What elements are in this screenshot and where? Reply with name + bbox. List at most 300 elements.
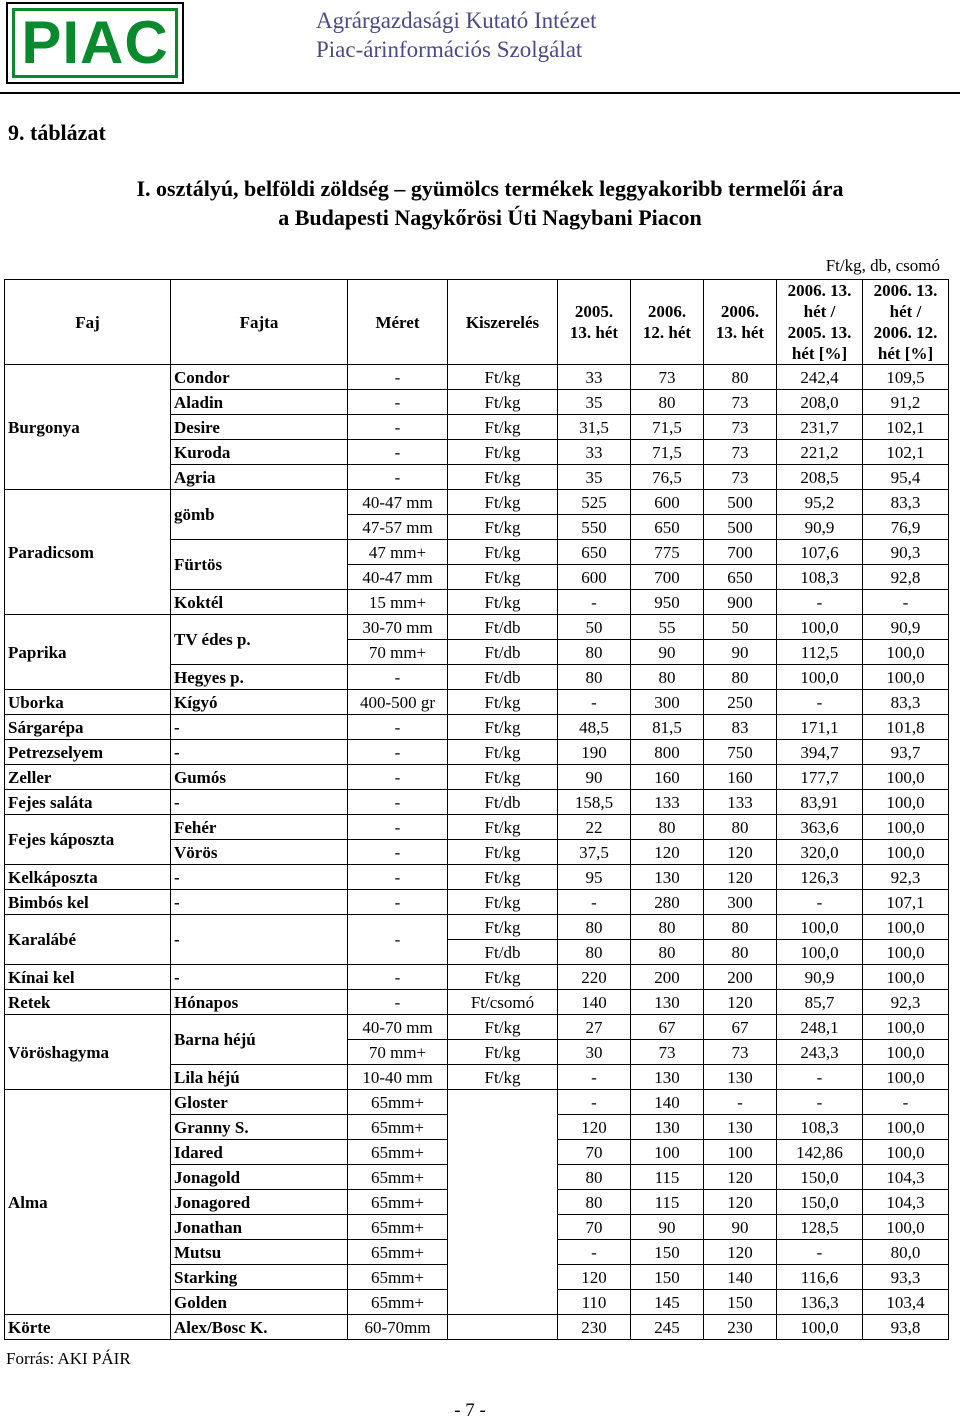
col-header-text: 2006. 13. bbox=[873, 281, 938, 300]
value-cell: 320,0 bbox=[777, 840, 863, 865]
value-cell: 550 bbox=[558, 515, 631, 540]
faj-cell: Körte bbox=[5, 1315, 171, 1340]
value-cell: 83,3 bbox=[863, 490, 949, 515]
value-cell: 100,0 bbox=[863, 965, 949, 990]
col-header-text: 2006. 13. bbox=[787, 281, 852, 300]
value-cell: 800 bbox=[631, 740, 704, 765]
value-cell: 120 bbox=[704, 990, 777, 1015]
meret-cell: - bbox=[348, 915, 448, 965]
value-cell: 100,0 bbox=[863, 1015, 949, 1040]
meret-cell: 47 mm+ bbox=[348, 540, 448, 565]
value-cell: - bbox=[777, 1240, 863, 1265]
fajta-cell: - bbox=[171, 915, 348, 965]
table-row bbox=[5, 965, 949, 990]
table-row bbox=[5, 715, 949, 740]
faj-cell: Kelkáposzta bbox=[5, 865, 171, 890]
fajta-cell: gömb bbox=[171, 490, 348, 540]
faj-cell: Karalábé bbox=[5, 915, 171, 965]
kiszereles-cell: Ft/kg bbox=[448, 715, 558, 740]
faj-cell: Zeller bbox=[5, 765, 171, 790]
table-title bbox=[0, 174, 960, 232]
value-cell: 107,1 bbox=[863, 890, 949, 915]
value-cell: 80,0 bbox=[863, 1240, 949, 1265]
value-cell: 67 bbox=[631, 1015, 704, 1040]
value-cell: 130 bbox=[631, 1115, 704, 1140]
kiszereles-cell: Ft/kg bbox=[448, 815, 558, 840]
value-cell: 85,7 bbox=[777, 990, 863, 1015]
value-cell: 73 bbox=[704, 465, 777, 490]
value-cell: 80 bbox=[558, 1165, 631, 1190]
meret-cell: - bbox=[348, 765, 448, 790]
value-cell: - bbox=[558, 890, 631, 915]
col-header-text: hét / bbox=[803, 302, 836, 321]
value-cell: - bbox=[777, 890, 863, 915]
value-cell: 128,5 bbox=[777, 1215, 863, 1240]
value-cell: 70 bbox=[558, 1140, 631, 1165]
value-cell: 133 bbox=[631, 790, 704, 815]
value-cell: 100,0 bbox=[863, 1065, 949, 1090]
fajta-cell: Barna héjú bbox=[171, 1015, 348, 1065]
value-cell: 120 bbox=[704, 1190, 777, 1215]
value-cell: 80 bbox=[704, 815, 777, 840]
col-header-text: 2005. bbox=[574, 302, 614, 321]
org-line-1: Agrárgazdasági Kutató Intézet bbox=[316, 8, 597, 33]
value-cell: 190 bbox=[558, 740, 631, 765]
value-cell: - bbox=[558, 1090, 631, 1115]
kiszereles-cell: Ft/db bbox=[448, 640, 558, 665]
value-cell: 90,3 bbox=[863, 540, 949, 565]
title-line-1: I. osztályú, belföldi zöldség – gyümölcs termékek leggyakoribb termelői ára bbox=[136, 176, 844, 201]
value-cell: 600 bbox=[631, 490, 704, 515]
col-header-text: 2006. bbox=[720, 302, 760, 321]
value-cell: 91,2 bbox=[863, 390, 949, 415]
col-header-text: hét [%] bbox=[877, 344, 934, 363]
kiszereles-cell: Ft/kg bbox=[448, 1040, 558, 1065]
value-cell: 100 bbox=[704, 1140, 777, 1165]
value-cell: - bbox=[558, 690, 631, 715]
kiszereles-cell: Ft/kg bbox=[448, 840, 558, 865]
value-cell: 80 bbox=[704, 915, 777, 940]
kiszereles-cell: Ft/kg bbox=[448, 390, 558, 415]
value-cell: 50 bbox=[558, 615, 631, 640]
value-cell: 142,86 bbox=[777, 1140, 863, 1165]
fajta-cell: - bbox=[171, 865, 348, 890]
col-header-kiszereles: Kiszerelés bbox=[448, 280, 558, 365]
faj-cell: Uborka bbox=[5, 690, 171, 715]
table-row bbox=[5, 990, 949, 1015]
kiszereles-cell: Ft/kg bbox=[448, 865, 558, 890]
meret-cell: - bbox=[348, 715, 448, 740]
value-cell: 30 bbox=[558, 1040, 631, 1065]
value-cell: 80 bbox=[704, 365, 777, 390]
kiszereles-cell: Ft/kg bbox=[448, 590, 558, 615]
col-header-ratio-2006 bbox=[863, 280, 949, 365]
value-cell: 92,3 bbox=[863, 865, 949, 890]
value-cell: 76,9 bbox=[863, 515, 949, 540]
kiszereles-cell: Ft/kg bbox=[448, 915, 558, 940]
fajta-cell: Gumós bbox=[171, 765, 348, 790]
fajta-cell: Golden bbox=[171, 1290, 348, 1315]
value-cell: 107,6 bbox=[777, 540, 863, 565]
value-cell: 700 bbox=[631, 565, 704, 590]
meret-cell: 60-70mm bbox=[348, 1315, 448, 1340]
meret-cell: 40-47 mm bbox=[348, 565, 448, 590]
col-header-text: hét [%] bbox=[791, 344, 848, 363]
meret-cell: - bbox=[348, 465, 448, 490]
kiszereles-cell: Ft/kg bbox=[448, 565, 558, 590]
fajta-cell: Fehér bbox=[171, 815, 348, 840]
fajta-cell: Koktél bbox=[171, 590, 348, 615]
value-cell: 100,0 bbox=[863, 1215, 949, 1240]
value-cell: 130 bbox=[631, 1065, 704, 1090]
value-cell: 500 bbox=[704, 490, 777, 515]
piac-logo-frame bbox=[12, 8, 178, 78]
value-cell: 104,3 bbox=[863, 1190, 949, 1215]
value-cell: 900 bbox=[704, 590, 777, 615]
kiszereles-cell: Ft/kg bbox=[448, 540, 558, 565]
header-rule bbox=[0, 92, 960, 94]
value-cell: 83,91 bbox=[777, 790, 863, 815]
table-row bbox=[5, 690, 949, 715]
value-cell: 101,8 bbox=[863, 715, 949, 740]
value-cell: 115 bbox=[631, 1190, 704, 1215]
value-cell: 100,0 bbox=[863, 1140, 949, 1165]
table-row bbox=[5, 490, 949, 515]
value-cell: 103,4 bbox=[863, 1290, 949, 1315]
value-cell: 80 bbox=[631, 915, 704, 940]
value-cell: 230 bbox=[558, 1315, 631, 1340]
meret-cell: 65mm+ bbox=[348, 1265, 448, 1290]
kiszereles-cell: Ft/kg bbox=[448, 1065, 558, 1090]
value-cell: 100,0 bbox=[777, 915, 863, 940]
piac-logo bbox=[6, 2, 184, 84]
meret-cell: - bbox=[348, 740, 448, 765]
value-cell: 95,2 bbox=[777, 490, 863, 515]
value-cell: 110 bbox=[558, 1290, 631, 1315]
meret-cell: - bbox=[348, 840, 448, 865]
faj-cell: Sárgarépa bbox=[5, 715, 171, 740]
value-cell: - bbox=[704, 1090, 777, 1115]
meret-cell: - bbox=[348, 965, 448, 990]
value-cell: - bbox=[777, 1090, 863, 1115]
table-row bbox=[5, 915, 949, 940]
table-row bbox=[5, 765, 949, 790]
value-cell: 650 bbox=[704, 565, 777, 590]
fajta-cell: Starking bbox=[171, 1265, 348, 1290]
value-cell: 208,0 bbox=[777, 390, 863, 415]
table-row bbox=[5, 815, 949, 840]
faj-cell: Paradicsom bbox=[5, 490, 171, 615]
kiszereles-cell bbox=[448, 1090, 558, 1315]
col-header-fajta: Fajta bbox=[171, 280, 348, 365]
value-cell: 100,0 bbox=[777, 940, 863, 965]
fajta-cell: - bbox=[171, 790, 348, 815]
org-line-2: Piac-árinformációs Szolgálat bbox=[316, 37, 583, 62]
table-row bbox=[5, 1090, 949, 1115]
value-cell: 100,0 bbox=[863, 765, 949, 790]
fajta-cell: Vörös bbox=[171, 840, 348, 865]
value-cell: 145 bbox=[631, 1290, 704, 1315]
value-cell: 100,0 bbox=[863, 790, 949, 815]
value-cell: 37,5 bbox=[558, 840, 631, 865]
value-cell: 950 bbox=[631, 590, 704, 615]
fajta-cell: Jonagold bbox=[171, 1165, 348, 1190]
value-cell: 90,9 bbox=[777, 965, 863, 990]
table-row bbox=[5, 890, 949, 915]
value-cell: 230 bbox=[704, 1315, 777, 1340]
kiszereles-cell: Ft/db bbox=[448, 940, 558, 965]
kiszereles-cell: Ft/db bbox=[448, 790, 558, 815]
value-cell: 394,7 bbox=[777, 740, 863, 765]
value-cell: 115 bbox=[631, 1165, 704, 1190]
kiszereles-cell: Ft/kg bbox=[448, 415, 558, 440]
value-cell: 200 bbox=[631, 965, 704, 990]
meret-cell: 70 mm+ bbox=[348, 640, 448, 665]
value-cell: 171,1 bbox=[777, 715, 863, 740]
meret-cell: 400-500 gr bbox=[348, 690, 448, 715]
kiszereles-cell: Ft/kg bbox=[448, 765, 558, 790]
value-cell: 158,5 bbox=[558, 790, 631, 815]
value-cell: 525 bbox=[558, 490, 631, 515]
value-cell: 120 bbox=[704, 1240, 777, 1265]
value-cell: 100,0 bbox=[863, 1040, 949, 1065]
value-cell: 280 bbox=[631, 890, 704, 915]
kiszereles-cell: Ft/kg bbox=[448, 465, 558, 490]
col-header-text: 2005. 13. bbox=[787, 323, 852, 342]
value-cell: 35 bbox=[558, 465, 631, 490]
value-cell: 160 bbox=[704, 765, 777, 790]
value-cell: 150 bbox=[631, 1240, 704, 1265]
value-cell: 80 bbox=[631, 390, 704, 415]
fajta-cell: Kígyó bbox=[171, 690, 348, 715]
kiszereles-cell bbox=[448, 1315, 558, 1340]
kiszereles-cell: Ft/kg bbox=[448, 440, 558, 465]
col-header-text: 13. hét bbox=[715, 323, 765, 342]
value-cell: 90 bbox=[704, 1215, 777, 1240]
value-cell: 363,6 bbox=[777, 815, 863, 840]
value-cell: 150 bbox=[631, 1265, 704, 1290]
meret-cell: 15 mm+ bbox=[348, 590, 448, 615]
value-cell: 120 bbox=[704, 1165, 777, 1190]
value-cell: 650 bbox=[558, 540, 631, 565]
value-cell: 200 bbox=[704, 965, 777, 990]
value-cell: 100,0 bbox=[863, 915, 949, 940]
fajta-cell: Lila héjú bbox=[171, 1065, 348, 1090]
value-cell: 109,5 bbox=[863, 365, 949, 390]
value-cell: 208,5 bbox=[777, 465, 863, 490]
value-cell: 100,0 bbox=[777, 1315, 863, 1340]
col-header-text: 13. hét bbox=[569, 323, 619, 342]
col-header-ratio-2005 bbox=[777, 280, 863, 365]
value-cell: 71,5 bbox=[631, 415, 704, 440]
value-cell: 775 bbox=[631, 540, 704, 565]
fajta-cell: Hónapos bbox=[171, 990, 348, 1015]
value-cell: 73 bbox=[704, 415, 777, 440]
value-cell: 100,0 bbox=[777, 615, 863, 640]
value-cell: 300 bbox=[704, 890, 777, 915]
value-cell: - bbox=[558, 1065, 631, 1090]
value-cell: 55 bbox=[631, 615, 704, 640]
value-cell: 83 bbox=[704, 715, 777, 740]
value-cell: 33 bbox=[558, 365, 631, 390]
source-note: Forrás: AKI PÁIR bbox=[6, 1349, 131, 1368]
value-cell: 93,3 bbox=[863, 1265, 949, 1290]
value-cell: 92,8 bbox=[863, 565, 949, 590]
fajta-cell: Desire bbox=[171, 415, 348, 440]
fajta-cell: Agria bbox=[171, 465, 348, 490]
meret-cell: - bbox=[348, 390, 448, 415]
faj-cell: Retek bbox=[5, 990, 171, 1015]
value-cell: 231,7 bbox=[777, 415, 863, 440]
page-number: - 7 - bbox=[454, 1400, 486, 1421]
kiszereles-cell: Ft/kg bbox=[448, 515, 558, 540]
value-cell: 126,3 bbox=[777, 865, 863, 890]
meret-cell: - bbox=[348, 890, 448, 915]
fajta-cell: Hegyes p. bbox=[171, 665, 348, 690]
meret-cell: - bbox=[348, 790, 448, 815]
value-cell: 31,5 bbox=[558, 415, 631, 440]
meret-cell: 65mm+ bbox=[348, 1190, 448, 1215]
table-body bbox=[5, 365, 949, 1340]
value-cell: 80 bbox=[558, 665, 631, 690]
value-cell: 100 bbox=[631, 1140, 704, 1165]
value-cell: 80 bbox=[631, 665, 704, 690]
fajta-cell: TV édes p. bbox=[171, 615, 348, 665]
value-cell: 73 bbox=[631, 365, 704, 390]
fajta-cell: Alex/Bosc K. bbox=[171, 1315, 348, 1340]
value-cell: 76,5 bbox=[631, 465, 704, 490]
table-header-row bbox=[5, 280, 949, 365]
value-cell: 90 bbox=[631, 1215, 704, 1240]
value-cell: 150 bbox=[704, 1290, 777, 1315]
kiszereles-cell: Ft/kg bbox=[448, 690, 558, 715]
value-cell: 90 bbox=[631, 640, 704, 665]
value-cell: 70 bbox=[558, 1215, 631, 1240]
col-header-text: hét / bbox=[889, 302, 922, 321]
value-cell: 750 bbox=[704, 740, 777, 765]
col-header-2006-12 bbox=[631, 280, 704, 365]
col-header-meret: Méret bbox=[348, 280, 448, 365]
value-cell: 80 bbox=[558, 640, 631, 665]
fajta-cell: Condor bbox=[171, 365, 348, 390]
value-cell: 90,9 bbox=[777, 515, 863, 540]
kiszereles-cell: Ft/kg bbox=[448, 490, 558, 515]
value-cell: 220 bbox=[558, 965, 631, 990]
value-cell: 140 bbox=[704, 1265, 777, 1290]
value-cell: - bbox=[777, 1065, 863, 1090]
meret-cell: 40-70 mm bbox=[348, 1015, 448, 1040]
value-cell: 177,7 bbox=[777, 765, 863, 790]
faj-cell: Paprika bbox=[5, 615, 171, 690]
value-cell: - bbox=[558, 590, 631, 615]
fajta-cell: - bbox=[171, 965, 348, 990]
value-cell: 700 bbox=[704, 540, 777, 565]
value-cell: 130 bbox=[704, 1065, 777, 1090]
value-cell: 100,0 bbox=[777, 665, 863, 690]
value-cell: 120 bbox=[704, 865, 777, 890]
meret-cell: 65mm+ bbox=[348, 1090, 448, 1115]
price-table bbox=[4, 279, 949, 1340]
faj-cell: Fejes káposzta bbox=[5, 815, 171, 865]
meret-cell: 65mm+ bbox=[348, 1215, 448, 1240]
faj-cell: Vöröshagyma bbox=[5, 1015, 171, 1090]
value-cell: 80 bbox=[558, 915, 631, 940]
value-cell: 73 bbox=[704, 390, 777, 415]
value-cell: 104,3 bbox=[863, 1165, 949, 1190]
faj-cell: Petrezselyem bbox=[5, 740, 171, 765]
fajta-cell: Jonathan bbox=[171, 1215, 348, 1240]
value-cell: 136,3 bbox=[777, 1290, 863, 1315]
col-header-2005-13 bbox=[558, 280, 631, 365]
fajta-cell: Kuroda bbox=[171, 440, 348, 465]
value-cell: 93,8 bbox=[863, 1315, 949, 1340]
value-cell: 71,5 bbox=[631, 440, 704, 465]
value-cell: 108,3 bbox=[777, 1115, 863, 1140]
faj-cell: Burgonya bbox=[5, 365, 171, 490]
col-header-text: 12. hét bbox=[642, 323, 692, 342]
value-cell: 100,0 bbox=[863, 940, 949, 965]
table-row bbox=[5, 1015, 949, 1040]
value-cell: 80 bbox=[704, 665, 777, 690]
value-cell: 140 bbox=[558, 990, 631, 1015]
table-row bbox=[5, 790, 949, 815]
value-cell: 150,0 bbox=[777, 1165, 863, 1190]
meret-cell: 10-40 mm bbox=[348, 1065, 448, 1090]
value-cell: 80 bbox=[631, 815, 704, 840]
value-cell: 93,7 bbox=[863, 740, 949, 765]
value-cell: 80 bbox=[558, 940, 631, 965]
value-cell: 300 bbox=[631, 690, 704, 715]
value-cell: 73 bbox=[704, 440, 777, 465]
kiszereles-cell: Ft/kg bbox=[448, 740, 558, 765]
meret-cell: 65mm+ bbox=[348, 1290, 448, 1315]
table-row bbox=[5, 865, 949, 890]
unit-note: Ft/kg, db, csomó bbox=[825, 256, 940, 275]
table-row bbox=[5, 1315, 949, 1340]
value-cell: 22 bbox=[558, 815, 631, 840]
value-cell: 100,0 bbox=[863, 815, 949, 840]
value-cell: - bbox=[777, 690, 863, 715]
value-cell: 120 bbox=[704, 840, 777, 865]
kiszereles-cell: Ft/kg bbox=[448, 365, 558, 390]
value-cell: 102,1 bbox=[863, 415, 949, 440]
meret-cell: 70 mm+ bbox=[348, 1040, 448, 1065]
value-cell: 100,0 bbox=[863, 640, 949, 665]
value-cell: 221,2 bbox=[777, 440, 863, 465]
value-cell: 150,0 bbox=[777, 1190, 863, 1215]
meret-cell: - bbox=[348, 665, 448, 690]
table-row bbox=[5, 365, 949, 390]
value-cell: 80 bbox=[558, 1190, 631, 1215]
meret-cell: 65mm+ bbox=[348, 1240, 448, 1265]
value-cell: 33 bbox=[558, 440, 631, 465]
kiszereles-cell: Ft/db bbox=[448, 665, 558, 690]
value-cell: - bbox=[558, 1240, 631, 1265]
value-cell: 100,0 bbox=[863, 665, 949, 690]
value-cell: 80 bbox=[704, 940, 777, 965]
meret-cell: 65mm+ bbox=[348, 1165, 448, 1190]
value-cell: 160 bbox=[631, 765, 704, 790]
value-cell: 92,3 bbox=[863, 990, 949, 1015]
kiszereles-cell: Ft/kg bbox=[448, 890, 558, 915]
value-cell: 120 bbox=[631, 840, 704, 865]
value-cell: 35 bbox=[558, 390, 631, 415]
value-cell: 140 bbox=[631, 1090, 704, 1115]
value-cell: 245 bbox=[631, 1315, 704, 1340]
kiszereles-cell: Ft/csomó bbox=[448, 990, 558, 1015]
meret-cell: 40-47 mm bbox=[348, 490, 448, 515]
meret-cell: 65mm+ bbox=[348, 1115, 448, 1140]
